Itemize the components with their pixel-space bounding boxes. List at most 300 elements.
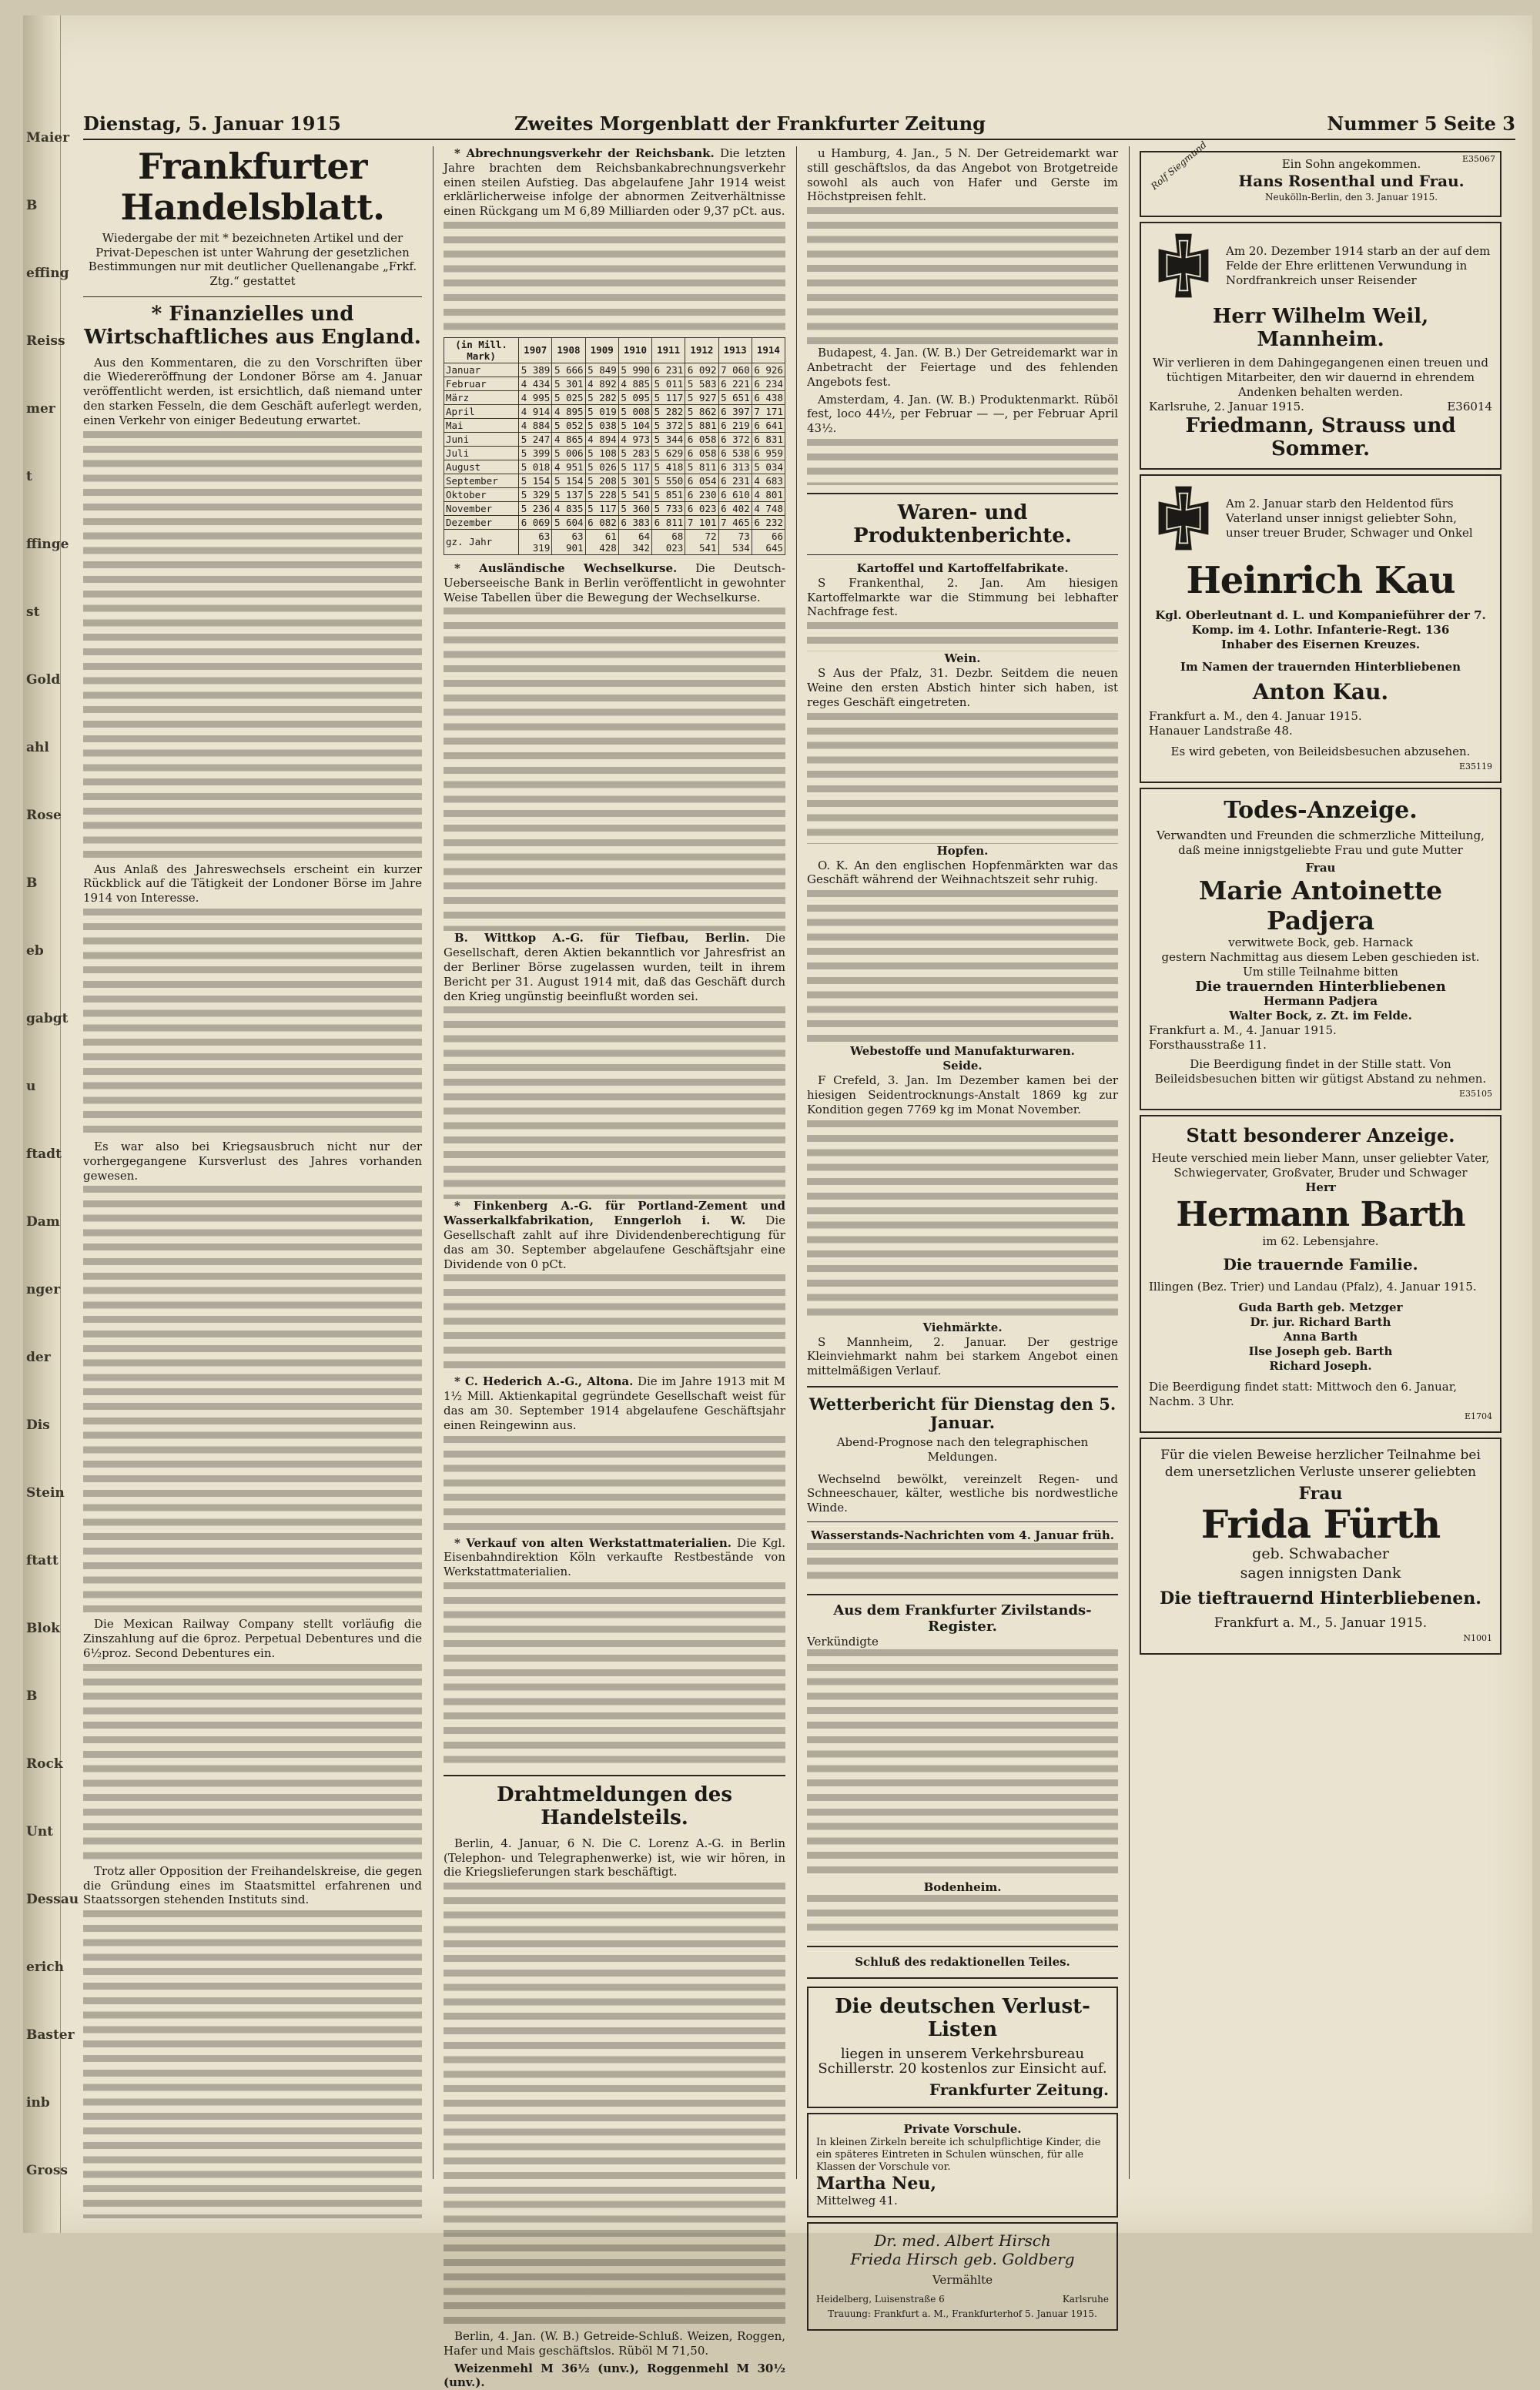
table-cell: Juni xyxy=(444,432,519,446)
table-cell: 5 282 xyxy=(652,404,685,418)
gutter-text-fragment: st xyxy=(26,604,40,620)
ad-signer: Ilse Joseph geb. Barth xyxy=(1248,1344,1393,1358)
table-cell: 5 283 xyxy=(618,446,651,460)
ad-place: Karlsruhe, 2. Januar 1915. xyxy=(1149,400,1304,413)
table-row xyxy=(444,446,785,460)
table-cell: 73 534 xyxy=(718,529,752,554)
table-cell: September xyxy=(444,474,519,487)
table-cell: 6 219 xyxy=(718,418,752,432)
table-cell: 5 095 xyxy=(618,390,651,404)
gutter-text-fragment: Gold xyxy=(26,672,61,688)
table-cell: gz. Jahr xyxy=(444,529,519,554)
table-header-cell: 1907 xyxy=(519,337,552,363)
ad-code: E35067 xyxy=(1461,154,1495,164)
table-cell: 4 865 xyxy=(552,432,585,446)
table-cell: 5 329 xyxy=(519,487,552,501)
subsection-title: Wein. xyxy=(944,651,981,666)
article-body xyxy=(83,909,422,1140)
table-cell: 5 360 xyxy=(618,501,651,515)
gutter-text-fragment: Dessau xyxy=(26,1892,79,1907)
binding-gutter xyxy=(23,15,79,2233)
table-cell: 61 428 xyxy=(585,529,618,554)
table-cell: 5 604 xyxy=(552,515,585,529)
table-cell: 4 995 xyxy=(519,390,552,404)
ad-plea: Um stille Teilnahme bitten xyxy=(1243,965,1398,979)
ad-title: Todes-Anzeige. xyxy=(1224,797,1418,824)
table-cell: Juli xyxy=(444,446,519,460)
table-row xyxy=(444,377,785,390)
table-row xyxy=(444,501,785,515)
table-cell: 5 651 xyxy=(718,390,752,404)
table-cell: Februar xyxy=(444,377,519,390)
ad-text: Ein Sohn angekommen. xyxy=(1281,157,1421,171)
gutter-text-fragment: effing xyxy=(26,266,69,281)
article-werkstatt: * Verkauf von alten Werkstattmaterialien. Die Kgl. Eisenbahndirektion Köln verkaufte Restbestände von Werkstattmaterialien. xyxy=(444,1535,785,1579)
ad-text: gestern Nachmittag aus diesem Leben geschieden ist. xyxy=(1161,950,1480,964)
table-cell: 5 372 xyxy=(652,418,685,432)
table-header-cell: 1911 xyxy=(652,337,685,363)
table-cell: April xyxy=(444,404,519,418)
ad-geb: geb. Schwabacher xyxy=(1252,1545,1389,1562)
table-cell: November xyxy=(444,501,519,515)
gutter-text-fragment: Reiss xyxy=(26,333,65,349)
ad-firm: Friedmann, Strauss und Sommer. xyxy=(1185,414,1456,460)
article-wittkop: B. Wittkop A.-G. für Tiefbau, Berlin. Die Gesellschaft, deren Aktien bekanntlich vor Jahresfrist an der Berliner Börse zugelassen wurden, teilt in ihrem Bericht per 31. August 1914 mit, daß das Geschäft durch den Krieg ungünstig beeinflußt worden sei. xyxy=(444,931,785,1003)
table-row xyxy=(444,432,785,446)
table-cell: 6 232 xyxy=(752,515,785,529)
column-4 xyxy=(1140,139,1502,2179)
table-cell: 5 583 xyxy=(685,377,718,390)
table-cell: 5 849 xyxy=(585,363,618,377)
ad-widow: verwitwete Bock, geb. Harnack xyxy=(1228,936,1413,949)
gutter-text-fragment: mer xyxy=(26,401,55,417)
gutter-text-fragment: ahl xyxy=(26,740,49,755)
table-cell: 5 006 xyxy=(552,446,585,460)
gutter-text-fragment: Rock xyxy=(26,1756,63,1772)
table-cell: 5 733 xyxy=(652,501,685,515)
ad-place: Frankfurt a. M., 4. Januar 1915. xyxy=(1149,1023,1337,1037)
ad-name: Heinrich Kau xyxy=(1186,559,1455,602)
table-cell: 6 397 xyxy=(718,404,752,418)
ad-obituary-kau xyxy=(1140,474,1502,783)
ad-code: E35105 xyxy=(1458,1089,1492,1099)
header-date: Dienstag, 5. Januar 1915 xyxy=(83,112,341,135)
article-body xyxy=(83,1664,422,1864)
table-cell: 6 092 xyxy=(685,363,718,377)
ad-address: Hanauer Landstraße 48. xyxy=(1149,724,1293,738)
table-cell: 4 894 xyxy=(585,432,618,446)
header-page-number: Nummer 5 Seite 3 xyxy=(1327,112,1515,135)
column-rule xyxy=(433,146,434,2179)
table-cell: 6 054 xyxy=(685,474,718,487)
article-hamburg: u Hamburg, 4. Jan., 5 N. Der Getreidemarkt war still geschäftslos, da das Angebot von Brotgetreide sowohl als auch von Hafer und Gerste im Höchstpreisen fehlt. xyxy=(807,146,1118,204)
table-cell: 6 610 xyxy=(718,487,752,501)
newspaper-page xyxy=(23,15,1532,2390)
table-cell: 5 862 xyxy=(685,404,718,418)
table-cell: 5 026 xyxy=(585,460,618,474)
column-rule xyxy=(796,146,797,2179)
gutter-text-fragment: Maier xyxy=(26,130,70,146)
gutter-text-fragment: Blok xyxy=(26,1621,60,1636)
ad-code: N1001 xyxy=(1463,1633,1492,1643)
ad-text: Heute verschied mein lieber Mann, unser geliebter Vater, Schwiegervater, Großvater, Bruder und Schwager xyxy=(1151,1151,1490,1180)
divider xyxy=(807,1521,1118,1522)
ad-place: Frankfurt a. M., den 4. Januar 1915. xyxy=(1149,709,1362,723)
article-body xyxy=(807,439,1118,485)
ad-thanks-fuerth xyxy=(1140,1438,1502,1655)
ad-obituary-weil xyxy=(1140,222,1502,470)
table-cell: 5 008 xyxy=(618,404,651,418)
clearing-table xyxy=(444,337,785,555)
table-cell: 4 748 xyxy=(752,501,785,515)
gutter-text-fragment: der xyxy=(26,1350,51,1365)
table-row xyxy=(444,363,785,377)
table-cell: 6 069 xyxy=(519,515,552,529)
article-body xyxy=(444,1436,785,1536)
article-body xyxy=(807,713,1118,844)
subsection-title: Seide. xyxy=(942,1059,983,1073)
gutter-text-fragment: gabgt xyxy=(26,1011,69,1026)
table-cell: 5 881 xyxy=(685,418,718,432)
gutter-text-fragment: u xyxy=(26,1079,36,1094)
table-cell: 5 236 xyxy=(519,501,552,515)
ad-label: Vermählte xyxy=(932,2273,993,2288)
table-cell: 4 434 xyxy=(519,377,552,390)
ad-text: Wir verlieren in dem Dahingegangenen einen treuen und tüchtigen Mitarbeiter, den wir dauernd in ehrendem Andenken behalten werden. xyxy=(1153,356,1488,399)
gutter-text-fragment: inb xyxy=(26,2095,50,2110)
table-cell: 4 951 xyxy=(552,460,585,474)
ad-city: Heidelberg, Luisenstraße 6 xyxy=(816,2294,945,2305)
article-paragraph: Trotz aller Opposition der Freihandelskreise, die gegen die Gründung eines im Staatsmittel erfahrenen und Staatssorgen stehenden Instituts sind. xyxy=(83,1863,422,1907)
divider xyxy=(807,1977,1118,1979)
table-cell: 5 990 xyxy=(618,363,651,377)
table-cell: 5 025 xyxy=(552,390,585,404)
table-cell: 6 959 xyxy=(752,446,785,460)
section-title: Frankfurter Handelsblatt. xyxy=(120,146,385,228)
table-cell: 68 023 xyxy=(652,529,685,554)
table-cell: 5 389 xyxy=(519,363,552,377)
table-cell: 5 629 xyxy=(652,446,685,460)
table-cell: 4 683 xyxy=(752,474,785,487)
column-rule xyxy=(1129,146,1130,2179)
ad-note: Die Beerdigung findet in der Stille statt. Von Beileidsbesuchen bitten wir gütigst Abstand zu nehmen. xyxy=(1154,1057,1487,1086)
ad-title: Die deutschen Verlust-Listen xyxy=(835,1995,1090,2042)
table-row xyxy=(444,474,785,487)
article-body xyxy=(444,608,785,931)
divider xyxy=(807,1386,1118,1387)
gutter-text-fragment: nger xyxy=(26,1282,61,1297)
table-cell: 72 541 xyxy=(685,529,718,554)
ad-text: In kleinen Zirkeln bereite ich schulpflichtige Kinder, die ein späteres Eintreten in Schulen wünschen, für alle Klassen der Vorschule vor. xyxy=(816,2137,1101,2174)
table-cell: 4 835 xyxy=(552,501,585,515)
table-cell: 6 372 xyxy=(718,432,752,446)
table-cell: 5 344 xyxy=(652,432,685,446)
article-paragraph: S Frankenthal, 2. Jan. Am hiesigen Kartoffelmarkte war die Stimmung bei lebhafter Nachfrage fest. xyxy=(807,575,1118,619)
iron-cross-icon xyxy=(1149,231,1218,300)
gutter-text-fragment: ffinge xyxy=(26,537,69,552)
article-paragraph: Aus Anlaß des Jahreswechsels erscheint ein kurzer Rückblick auf die Tätigkeit der Londoner Börse im Jahre 1914 von Interesse. xyxy=(83,862,422,905)
column-2 xyxy=(444,146,786,2390)
ad-name: Frieda Hirsch geb. Goldberg xyxy=(850,2250,1075,2269)
article-body xyxy=(444,1582,785,1767)
ad-name: Hermann Barth xyxy=(1176,1195,1465,1234)
article-paragraph: Aus den Kommentaren, die zu den Vorschriften über die Wiedereröffnung der Londoner Börse am 4. Januar veröffentlicht werden, ist ersichtlich, daß niemand unter den starken Fesseln, die dem Geschäft auferlegt werden, einen Verkehr von einiger Bedeutung erwartet. xyxy=(83,355,422,427)
ad-signer: Anton Kau. xyxy=(1252,679,1389,705)
ad-signer: Guda Barth geb. Metzger xyxy=(1238,1300,1403,1314)
table-cell: 6 811 xyxy=(652,515,685,529)
table-header-cell: 1908 xyxy=(552,337,585,363)
ad-title: Private Vorschule. xyxy=(903,2122,1022,2137)
table-cell: 7 101 xyxy=(685,515,718,529)
table-header-cell: 1910 xyxy=(618,337,651,363)
table-cell: Oktober xyxy=(444,487,519,501)
article-finkenberg: * Finkenberg A.-G. für Portland-Zement und Wasserkalkfabrikation, Enngerloh i. W. Die Gesellschaft zahlt auf ihre Dividendenberechtigung für das am 30. September abgelaufene Geschäftsjahr eine Dividende von 0 pCt. xyxy=(444,1199,785,1271)
ad-code: E35119 xyxy=(1458,762,1492,772)
section-title-drahtmeldungen: Drahtmeldungen des Handelsteils. xyxy=(497,1782,732,1829)
table-cell: 6 230 xyxy=(685,487,718,501)
table-header-cell: 1912 xyxy=(685,337,718,363)
gutter-text-fragment: Baster xyxy=(26,2027,75,2043)
table-cell: 6 926 xyxy=(752,363,785,377)
table-row xyxy=(444,460,785,474)
ad-code: E1704 xyxy=(1464,1411,1492,1421)
ad-frau: Frau xyxy=(1305,861,1336,875)
article-body xyxy=(444,1274,785,1374)
table-row xyxy=(444,487,785,501)
table-cell: 4 895 xyxy=(552,404,585,418)
table-cell: 5 247 xyxy=(519,432,552,446)
gutter-text-fragment: eb xyxy=(26,943,44,959)
article-paragraph: Die Mexican Railway Company stellt vorläufig die Zinszahlung auf die 6proz. Perpetual Debentures und die 6½proz. Second Debentures ein. xyxy=(83,1617,422,1660)
ad-family: Die trauernde Familie. xyxy=(1223,1255,1418,1274)
article-paragraph: O. K. An den englischen Hopfenmärkten war das Geschäft während der Weihnachtszeit sehr ruhig. xyxy=(807,858,1118,887)
table-cell: 5 208 xyxy=(585,474,618,487)
table-cell: 4 801 xyxy=(752,487,785,501)
gutter-text-fragment: Rose xyxy=(26,808,62,823)
table-cell: 5 034 xyxy=(752,460,785,474)
ad-honor: Inhaber des Eisernen Kreuzes. xyxy=(1220,638,1421,651)
ad-family: Die trauernden Hinterbliebenen xyxy=(1195,979,1446,995)
table-row xyxy=(444,404,785,418)
table-cell: 6 438 xyxy=(752,390,785,404)
table-cell: 7 171 xyxy=(752,404,785,418)
table-cell: 64 342 xyxy=(618,529,651,554)
ad-name: Frida Fürth xyxy=(1200,1501,1441,1547)
table-cell: 63 901 xyxy=(552,529,585,554)
table-cell: 63 319 xyxy=(519,529,552,554)
table-cell: 5 018 xyxy=(519,460,552,474)
gutter-text-fragment: B xyxy=(26,875,38,891)
table-cell: 6 058 xyxy=(685,446,718,460)
ad-frau: Frau xyxy=(1298,1484,1343,1504)
table-cell: 7 060 xyxy=(718,363,752,377)
table-cell: 66 645 xyxy=(752,529,785,554)
table-cell: März xyxy=(444,390,519,404)
divider xyxy=(807,554,1118,555)
table-row xyxy=(444,529,785,554)
subsection-title: Viehmärkte. xyxy=(922,1320,1003,1334)
article-wechselkurse: * Ausländische Wechselkurse. Die Deutsch-Ueberseeische Bank in Berlin veröffentlicht in gewohnter Weise Tabellen über die Bewegung der Wechselkurse. xyxy=(444,561,786,604)
article-body xyxy=(83,1910,422,2218)
weather-text: Wechselnd bewölkt, vereinzelt Regen- und Schneeschauer, kälter, westliche bis nordwestliche Winde. xyxy=(807,1471,1118,1515)
article-amsterdam: Amsterdam, 4. Jan. (W. B.) Produktenmarkt. Rüböl fest, loco 44½, per Februar — —, per Februar April 43½. xyxy=(807,392,1118,436)
water-table xyxy=(807,1543,1118,1586)
table-cell: 5 011 xyxy=(652,377,685,390)
article-paragraph: Berlin, 4. Januar, 6 N. Die C. Lorenz A.-G. in Berlin (Telephon- und Telegraphenwerke) ist, wie wir hören, in die Kriegslieferungen stark beschäftigt. xyxy=(444,1836,785,1880)
article-body xyxy=(807,622,1118,651)
ad-side-name: Rolf Siegmund xyxy=(1148,139,1209,192)
registry-list xyxy=(807,1649,1118,1880)
registry-list xyxy=(807,1895,1118,1938)
ad-name: Dr. med. Albert Hirsch xyxy=(874,2231,1051,2251)
article-paragraph: Weizenmehl M 36½ (unv.), Roggenmehl M 30½ (unv.). xyxy=(444,2361,785,2390)
ad-signer-list xyxy=(1149,1300,1492,1374)
gutter-text-fragment: Dam xyxy=(26,1214,60,1230)
table-cell: 4 885 xyxy=(618,377,651,390)
ad-place: Illingen (Bez. Trier) und Landau (Pfalz), 4. Januar 1915. xyxy=(1149,1280,1477,1294)
ad-cities xyxy=(816,2292,1109,2307)
ad-vorschule xyxy=(807,2113,1118,2218)
table-cell: 5 301 xyxy=(618,474,651,487)
gutter-text-fragment: B xyxy=(26,198,38,213)
ad-obituary-padjera xyxy=(1140,788,1502,1110)
table-header-cell: (in Mill. Mark) xyxy=(444,337,519,363)
table-row xyxy=(444,418,785,432)
ad-herr: Herr xyxy=(1305,1180,1336,1194)
ad-verlustlisten xyxy=(807,1987,1118,2108)
column-1 xyxy=(83,146,422,2179)
table-cell: Dezember xyxy=(444,515,519,529)
table-cell: 5 418 xyxy=(652,460,685,474)
ad-birth xyxy=(1140,139,1502,217)
article-body xyxy=(444,1883,785,2329)
divider xyxy=(83,296,422,297)
table-cell: Januar xyxy=(444,363,519,377)
table-cell: 6 234 xyxy=(752,377,785,390)
gutter-text-fragment: Gross xyxy=(26,2163,68,2178)
article-hederich: * C. Hederich A.-G., Altona. Die im Jahre 1913 mit M 1½ Mill. Aktienkapital gegründete Gesellschaft weist für das am 30. September 1914 abgelaufene Geschäftsjahr einen Reingewinn aus. xyxy=(444,1374,785,1432)
table-row xyxy=(444,515,785,529)
table-cell: 6 231 xyxy=(718,474,752,487)
table-cell: 6 831 xyxy=(752,432,785,446)
ad-name: Martha Neu, xyxy=(816,2174,937,2194)
ad-date: Trauung: Frankfurt a. M., Frankfurterhof 5. Januar 1915. xyxy=(828,2308,1097,2320)
ad-signer: Hermann Padjera xyxy=(1264,994,1378,1008)
ad-obituary-barth xyxy=(1140,1115,1502,1433)
table-cell: 6 023 xyxy=(685,501,718,515)
table-cell: 4 914 xyxy=(519,404,552,418)
table-cell: 5 550 xyxy=(652,474,685,487)
article-body xyxy=(444,222,785,337)
ad-place: Frankfurt a. M., 5. Januar 1915. xyxy=(1214,1615,1428,1631)
table-cell: 6 313 xyxy=(718,460,752,474)
ad-rank: Kgl. Oberleutnant d. L. und Kompanieführer der 7. Komp. im 4. Lothr. Infanterie-Regt. 136 xyxy=(1155,608,1486,637)
article-paragraph: F Crefeld, 3. Jan. Im Dezember kamen bei der hiesigen Seidentrocknungs-Anstalt 1869 kg zur Kondition gegen 7769 kg im Monat November. xyxy=(807,1073,1118,1116)
weather-title: Wetterbericht für Dienstag den 5. Januar. xyxy=(808,1394,1116,1433)
registry-subtitle: Verkündigte xyxy=(807,1635,879,1649)
table-cell: 5 052 xyxy=(552,418,585,432)
ad-signature: Frankfurter Zeitung. xyxy=(929,2080,1109,2100)
weather-subtitle: Abend-Prognose nach den telegraphischen Meldungen. xyxy=(836,1435,1089,1464)
article-body xyxy=(444,1006,785,1199)
table-cell: 4 884 xyxy=(519,418,552,432)
ad-place: Neukölln-Berlin, den 3. Januar 1915. xyxy=(1264,192,1438,203)
gutter-text-fragment: ftadt xyxy=(26,1146,62,1162)
table-header-cell: 1913 xyxy=(718,337,752,363)
table-cell: 6 402 xyxy=(718,501,752,515)
table-cell: 6 641 xyxy=(752,418,785,432)
table-cell: 6 058 xyxy=(685,432,718,446)
table-header-cell: 1909 xyxy=(585,337,618,363)
ad-text: Verwandten und Freunden die schmerzliche Mitteilung, daß meine innigstgeliebte Frau und gute Mutter xyxy=(1157,828,1485,857)
ad-name: Marie Antoinette Padjera xyxy=(1198,875,1443,936)
article-paragraph: Es war also bei Kriegsausbruch nicht nur der vorhergegangene Kursverlust des Jahres vorhanden gewesen. xyxy=(83,1139,422,1183)
gutter-text-fragment: Stein xyxy=(26,1485,65,1501)
table-cell: 5 117 xyxy=(652,390,685,404)
ad-address: Mittelweg 41. xyxy=(816,2194,898,2208)
article-body xyxy=(807,1120,1118,1321)
table-cell: 6 538 xyxy=(718,446,752,460)
ad-note: Es wird gebeten, von Beileidsbesuchen abzusehen. xyxy=(1170,745,1471,758)
column-3 xyxy=(807,146,1118,2320)
gutter-text-fragment: Dis xyxy=(26,1418,50,1433)
table-cell: 6 221 xyxy=(718,377,752,390)
table-cell: 5 301 xyxy=(552,377,585,390)
table-cell: 6 231 xyxy=(652,363,685,377)
table-cell: 5 137 xyxy=(552,487,585,501)
subsection-title: Kartoffel und Kartoffelfabrikate. xyxy=(856,561,1069,575)
table-cell: 5 104 xyxy=(618,418,651,432)
table-cell: 5 282 xyxy=(585,390,618,404)
table-cell: 5 851 xyxy=(652,487,685,501)
registry-subtitle: Bodenheim. xyxy=(923,1880,1002,1895)
ad-text: liegen in unserem Verkehrsbureau Schillerstr. 20 kostenlos zur Einsicht auf. xyxy=(818,2046,1107,2077)
table-row xyxy=(444,390,785,404)
table-cell: 4 973 xyxy=(618,432,651,446)
gutter-text-fragment: B xyxy=(26,1689,38,1704)
ad-text: Am 2. Januar starb den Heldentod fürs Vaterland unser innigst geliebter Sohn, unser treuer Bruder, Schwager und Onkel xyxy=(1226,496,1473,540)
table-cell: Mai xyxy=(444,418,519,432)
article-body xyxy=(83,1186,422,1617)
article-body xyxy=(807,890,1118,1044)
divider xyxy=(807,1594,1118,1595)
gutter-text-fragment: erich xyxy=(26,1960,64,1975)
divider xyxy=(807,493,1118,494)
article-abrechnung: * Abrechnungsverkehr der Reichsbank. Die letzten Jahre brachten dem Reichsbankabrechnungsverkehr einen steilen Aufstieg. Das abgelaufene Jahr 1914 weist erklärlicherweise infolge der abnormen Zeitverhältnisse einen Rückgang um M 6,89 Milliarden oder 9,37 pCt. aus. xyxy=(444,146,785,219)
table-cell: 7 465 xyxy=(718,515,752,529)
ad-name: Herr Wilhelm Weil, Mannheim. xyxy=(1212,305,1429,351)
ad-age: im 62. Lebensjahre. xyxy=(1262,1234,1379,1248)
article-paragraph: S Mannheim, 2. Januar. Der gestrige Kleinviehmarkt nahm bei starkem Angebot einen mittelmäßigen Verlauf. xyxy=(807,1334,1118,1378)
table-cell: 5 666 xyxy=(552,363,585,377)
table-cell: 5 117 xyxy=(585,501,618,515)
water-title: Wasserstands-Nachrichten vom 4. Januar früh. xyxy=(810,1528,1115,1543)
iron-cross-icon xyxy=(1149,484,1218,553)
ad-family: Die tieftrauernd Hinterbliebenen. xyxy=(1160,1588,1481,1608)
article-paragraph: S Aus der Pfalz, 31. Dezbr. Seitdem die neuen Weine den ersten Abstich hinter sich haben, ist reges Geschäft eingetreten. xyxy=(807,666,1118,709)
table-cell: 5 019 xyxy=(585,404,618,418)
subsection-title: Webestoffe und Manufakturwaren. xyxy=(850,1044,1075,1059)
article-body xyxy=(83,431,422,862)
ad-family: Im Namen der trauernden Hinterbliebenen xyxy=(1180,660,1461,674)
gutter-text-fragment: ftatt xyxy=(26,1553,59,1568)
ad-signer: Anna Barth xyxy=(1283,1330,1358,1344)
ad-text: Am 20. Dezember 1914 starb an der auf dem Felde der Ehre erlittenen Verwundung in Nordfrankreich unser Reisender xyxy=(1226,243,1491,287)
table-header-cell: 1914 xyxy=(752,337,785,363)
table-cell: 5 038 xyxy=(585,418,618,432)
table-cell: 6 082 xyxy=(585,515,618,529)
table-cell: 5 811 xyxy=(685,460,718,474)
